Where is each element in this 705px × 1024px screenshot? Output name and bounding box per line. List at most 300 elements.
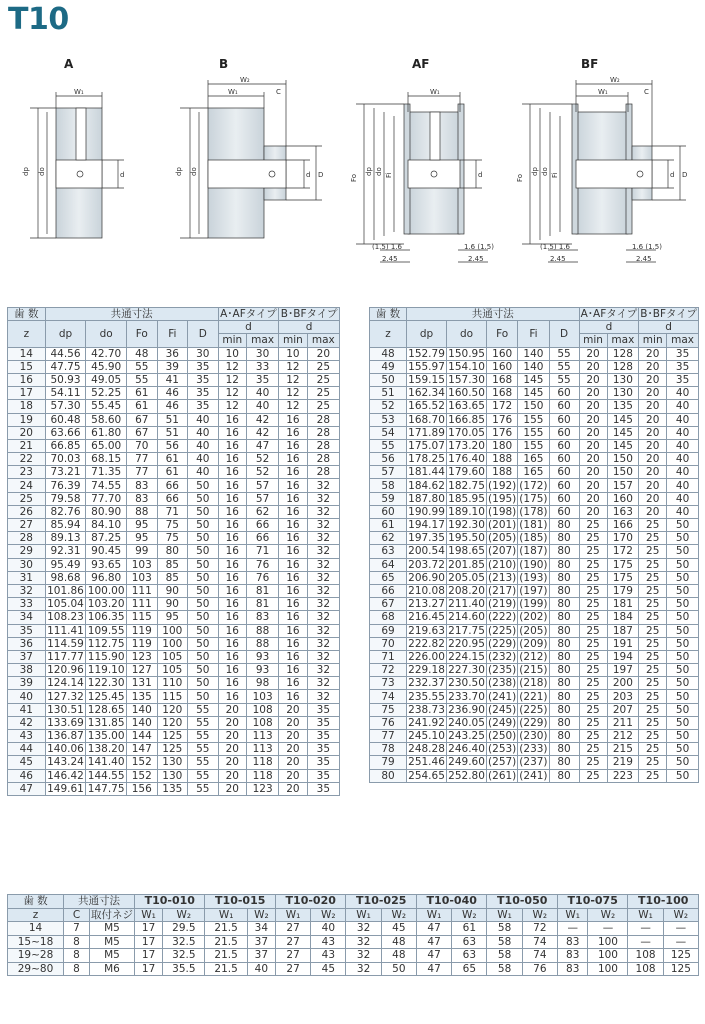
table-cell: 32 — [307, 505, 339, 518]
table-cell: 50 — [188, 479, 219, 492]
dim-w1-bf: W₁ — [598, 88, 608, 96]
table-cell: 55 — [188, 730, 219, 743]
table-row — [8, 584, 340, 597]
table-cell: 200.54 — [408, 545, 445, 558]
table-cell: 80 — [549, 769, 579, 782]
table-cell: 20 — [279, 782, 307, 795]
table-cell: 16 — [279, 637, 307, 650]
table-cell: 20 — [639, 466, 667, 479]
table-cell: 55 — [188, 782, 219, 795]
table-cell: 50 — [667, 611, 699, 624]
table-cell: 235.55 — [408, 690, 445, 703]
table-cell: 47 — [416, 962, 451, 976]
diagram-b — [180, 80, 322, 238]
table-cell: 20 — [579, 360, 607, 373]
table-cell: 16 — [218, 479, 246, 492]
table-row — [370, 413, 699, 426]
diagram-a — [30, 92, 124, 238]
table-cell: 140 — [518, 347, 549, 360]
table-cell: 46 — [157, 400, 188, 413]
teeth-count-cell: 45 — [8, 756, 46, 769]
table-cell: 17 — [135, 949, 163, 963]
dim-d-a: d — [120, 171, 125, 179]
table-cell: 190.99 — [408, 505, 445, 518]
table-cell: 80 — [549, 743, 579, 756]
table-row — [8, 347, 340, 360]
teeth-count-cell: 33 — [8, 598, 46, 611]
header-d-a: d — [579, 321, 639, 334]
table-cell: 114.59 — [47, 637, 84, 650]
table-cell: 217.75 — [448, 624, 485, 637]
table-cell: 150 — [607, 466, 639, 479]
header-w1: W₁ — [416, 908, 451, 922]
table-cell: (212) — [519, 650, 548, 663]
table-cell: 93 — [246, 650, 278, 663]
table-cell: 163.65 — [448, 400, 485, 413]
table-row — [8, 545, 340, 558]
table-cell: 35 — [667, 360, 699, 373]
table-row — [8, 571, 340, 584]
table-cell: 115.90 — [87, 650, 125, 663]
table-row — [370, 703, 699, 716]
table-cell: 227.30 — [448, 664, 485, 677]
table-cell: 197 — [607, 664, 639, 677]
table-row — [8, 426, 340, 439]
table-row — [8, 703, 340, 716]
table-cell: 187.80 — [408, 492, 445, 505]
header-model: T10-100 — [628, 895, 699, 909]
table-cell: 16 — [218, 413, 246, 426]
table-cell: (225) — [519, 703, 548, 716]
table-row — [370, 479, 699, 492]
teeth-count-cell: 79 — [370, 756, 407, 769]
table-cell: 20 — [218, 743, 246, 756]
table-cell: 246.40 — [448, 743, 485, 756]
header-d-a: d — [218, 321, 279, 334]
teeth-count-cell: 52 — [370, 400, 407, 413]
table-cell: 42 — [246, 413, 278, 426]
table-cell: 173.20 — [448, 439, 485, 452]
table-cell: 20 — [579, 347, 607, 360]
table-cell: 28 — [307, 453, 339, 466]
table-row — [370, 664, 699, 677]
table-cell: (230) — [519, 730, 548, 743]
table-cell: 27 — [275, 949, 310, 963]
table-cell: (213) — [488, 571, 517, 584]
table-cell: 16 — [279, 413, 307, 426]
table-cell: 135 — [607, 400, 639, 413]
table-row — [370, 519, 699, 532]
table-cell: 203.72 — [408, 558, 445, 571]
teeth-count-cell: 23 — [8, 466, 46, 479]
table-cell: 89.13 — [45, 532, 86, 545]
teeth-count-cell: 21 — [8, 439, 46, 452]
table-cell: 216.45 — [408, 611, 445, 624]
table-cell: 16 — [218, 545, 246, 558]
table-cell: 90 — [157, 598, 188, 611]
table-cell: 21.5 — [205, 922, 247, 936]
table-cell: 254.65 — [408, 769, 445, 782]
table-cell: 16 — [279, 611, 307, 624]
table-cell: 35 — [307, 769, 339, 782]
table-cell: 79.58 — [45, 492, 86, 505]
table-cell: 32 — [307, 558, 339, 571]
table-cell: 135 — [127, 690, 158, 703]
table-cell: 25 — [639, 598, 667, 611]
table-cell: (233) — [519, 743, 548, 756]
table-cell: 249.60 — [448, 756, 485, 769]
table-cell: — — [588, 922, 628, 936]
table-cell: 60 — [549, 479, 579, 492]
table-cell: 25 — [639, 677, 667, 690]
teeth-count-cell: 73 — [370, 677, 407, 690]
table-cell: (238) — [488, 677, 517, 690]
table-cell: 20 — [579, 505, 607, 518]
table-cell: 55 — [127, 373, 158, 386]
dim-d-b: d — [306, 171, 311, 179]
table-cell: 16 — [279, 466, 307, 479]
table-cell: 20 — [218, 703, 246, 716]
table-cell: 145 — [518, 373, 549, 386]
table-cell: 145 — [607, 439, 639, 452]
table-cell: 159.15 — [408, 374, 445, 387]
table-cell: 101.86 — [47, 585, 84, 598]
teeth-count-cell: 24 — [8, 479, 46, 492]
dim-f2-af: 1.6 (1.5) — [464, 243, 494, 251]
teeth-count-cell: 44 — [8, 743, 46, 756]
table-cell: 50 — [667, 690, 699, 703]
teeth-count-cell: 20 — [8, 426, 46, 439]
table-cell: 180 — [487, 439, 518, 452]
table-cell: 35 — [667, 373, 699, 386]
table-row — [8, 519, 340, 532]
table-cell: 56 — [157, 439, 188, 452]
teeth-count-cell: 61 — [370, 519, 407, 532]
table-cell: 40 — [188, 439, 219, 452]
table-cell: (229) — [519, 716, 548, 729]
table-cell: 35 — [188, 373, 219, 386]
dim-fi-af: Fi — [385, 172, 393, 178]
table-cell: 28 — [307, 439, 339, 452]
table-cell: 172 — [607, 545, 639, 558]
table-row — [8, 466, 340, 479]
table-row — [370, 716, 699, 729]
table-cell: 25 — [579, 743, 607, 756]
teeth-count-cell: 16 — [8, 373, 46, 386]
table-cell: 80 — [549, 716, 579, 729]
table-cell: 25 — [639, 545, 667, 558]
table-cell: M5 — [90, 935, 135, 949]
table-cell: 152 — [127, 756, 158, 769]
header-min-b: min — [279, 334, 307, 347]
teeth-count-cell: 74 — [370, 690, 407, 703]
table-cell: 127.32 — [47, 690, 84, 703]
table-cell: 17 — [135, 935, 163, 949]
table-cell: 111 — [127, 584, 158, 597]
table-cell: 55 — [127, 360, 158, 373]
table-cell: 16 — [218, 690, 246, 703]
table-cell: 35 — [307, 716, 339, 729]
table-cell: 76.39 — [45, 479, 86, 492]
table-cell: 35.5 — [163, 962, 205, 976]
table-cell: 213.27 — [408, 598, 445, 611]
table-row — [370, 624, 699, 637]
table-cell: 63 — [452, 935, 487, 949]
table-cell: 40 — [667, 387, 699, 400]
table-cell: 143.24 — [47, 756, 84, 769]
table-cell: 103 — [127, 558, 158, 571]
table-cell: (218) — [519, 677, 548, 690]
table-cell: 47 — [416, 935, 451, 949]
table-cell: 63.66 — [45, 426, 86, 439]
table-cell: 157 — [607, 479, 639, 492]
table-cell: 74 — [522, 935, 557, 949]
dim-D-bf: D — [682, 171, 688, 179]
table-row — [8, 598, 340, 611]
table-cell: 83 — [557, 962, 588, 976]
table-cell: 60 — [549, 453, 579, 466]
table-cell: 16 — [218, 571, 246, 584]
table-cell: 32 — [307, 519, 339, 532]
table-cell: 25 — [307, 360, 339, 373]
table-cell: 95.49 — [45, 558, 86, 571]
table-cell: 100 — [157, 624, 188, 637]
table-cell: 12 — [218, 387, 246, 400]
table-cell: 20 — [579, 479, 607, 492]
page-title: T10 — [8, 2, 69, 37]
table-cell: 40 — [246, 400, 278, 413]
diagram-label-a: A — [64, 57, 74, 71]
table-1-body — [8, 347, 340, 795]
table-cell: 25 — [639, 756, 667, 769]
table-cell: 16 — [218, 492, 246, 505]
table-cell: 112.75 — [87, 637, 125, 650]
table-cell: 20 — [579, 426, 607, 439]
header-w2: W₂ — [247, 908, 275, 922]
table-cell: 50 — [667, 769, 699, 782]
table-row — [8, 439, 340, 452]
table-cell: 88 — [127, 505, 158, 518]
teeth-count-cell: 19 — [8, 413, 46, 426]
table-cell: 125 — [157, 730, 188, 743]
table-cell: 168.70 — [408, 413, 445, 426]
table-cell: 125 — [663, 962, 698, 976]
table-cell: 45 — [311, 962, 346, 976]
table-cell: 80 — [549, 703, 579, 716]
dimension-table-1 — [7, 307, 340, 796]
table-cell: 212 — [607, 730, 639, 743]
table-cell: (210) — [488, 558, 517, 571]
table-cell: 155 — [518, 413, 549, 426]
table-cell: 20 — [218, 782, 246, 795]
table-row — [8, 650, 340, 663]
table-cell: 82.76 — [45, 505, 86, 518]
header-z: z — [8, 321, 46, 347]
table-cell: 20 — [218, 716, 246, 729]
table-cell: (195) — [488, 492, 517, 505]
table-cell: 8 — [64, 962, 90, 976]
table-cell: (185) — [519, 532, 548, 545]
table-cell: 58.60 — [86, 413, 127, 426]
table-cell: 25 — [579, 558, 607, 571]
table-cell: 248.28 — [408, 743, 445, 756]
table-cell: 90.45 — [86, 545, 127, 558]
table-cell: 30 — [246, 347, 278, 360]
table-cell: 192.30 — [448, 519, 485, 532]
table-cell: 118 — [246, 756, 278, 769]
table-cell: 25 — [639, 743, 667, 756]
header-w2: W₂ — [588, 908, 628, 922]
table-cell: 20 — [639, 360, 667, 373]
table-cell: (219) — [488, 598, 517, 611]
table-cell: 188 — [487, 466, 518, 479]
teeth-count-cell: 70 — [370, 637, 407, 650]
header-D: D — [549, 321, 579, 347]
table-cell: 32 — [307, 637, 339, 650]
table-cell: 50 — [188, 584, 219, 597]
table-cell: 25 — [639, 532, 667, 545]
table-cell: 105 — [157, 650, 188, 663]
table-cell: 25 — [639, 769, 667, 782]
table-cell: 100 — [157, 637, 188, 650]
table-cell: 128 — [607, 360, 639, 373]
table-cell: 200 — [607, 677, 639, 690]
teeth-count-cell: 35 — [8, 624, 46, 637]
table-cell: 176.40 — [448, 453, 485, 466]
table-cell: 100.00 — [87, 585, 125, 598]
table-row — [370, 360, 699, 373]
table-cell: 52.25 — [86, 387, 127, 400]
table-row — [8, 558, 340, 571]
table-cell: 100 — [588, 962, 628, 976]
table-cell: 95 — [157, 611, 188, 624]
table-cell: 55 — [188, 703, 219, 716]
table-cell: 75 — [157, 532, 188, 545]
table-cell: 16 — [218, 453, 246, 466]
table-cell: 83 — [127, 492, 158, 505]
table-cell: 65 — [452, 962, 487, 976]
header-type-b: B･BFタイプ — [640, 308, 697, 321]
table-cell: 35 — [188, 400, 219, 413]
table-cell: 128 — [607, 347, 639, 360]
table-cell: 55 — [188, 756, 219, 769]
table-cell: (172) — [519, 479, 548, 492]
table-cell: 48 — [381, 949, 416, 963]
table-cell: (235) — [488, 664, 517, 677]
dim-w1-a: W₁ — [74, 88, 84, 96]
teeth-count-cell: 42 — [8, 716, 46, 729]
table-cell: 20 — [307, 347, 339, 360]
table-cell: 125 — [157, 743, 188, 756]
dim-fo-af: Fo — [350, 173, 358, 182]
header-common: 共通寸法 — [64, 895, 135, 909]
table-cell: 77 — [127, 466, 158, 479]
teeth-count-cell: 54 — [370, 426, 407, 439]
header-model: T10-015 — [205, 895, 275, 909]
table-cell: 160 — [607, 492, 639, 505]
table-row — [8, 935, 699, 949]
table-cell: 60 — [549, 400, 579, 413]
dim-do-b: do — [190, 167, 198, 176]
table-cell: 144.55 — [87, 769, 125, 782]
table-cell: 175 — [607, 571, 639, 584]
table-cell: 83 — [127, 479, 158, 492]
teeth-count-cell: 59 — [370, 492, 407, 505]
table-cell: 61.80 — [86, 426, 127, 439]
table-cell: 80 — [549, 584, 579, 597]
table-cell: 20 — [218, 769, 246, 782]
table-cell: 211.40 — [448, 598, 485, 611]
table-cell: 61 — [127, 400, 158, 413]
table-cell: (205) — [519, 624, 548, 637]
table-cell: 50 — [188, 545, 219, 558]
table-cell: 80 — [549, 650, 579, 663]
table-cell: 50 — [667, 743, 699, 756]
table-cell: 20 — [639, 400, 667, 413]
table-cell: 70 — [127, 439, 158, 452]
table-cell: M5 — [90, 949, 135, 963]
table-cell: 20 — [279, 703, 307, 716]
table-cell: 50 — [188, 650, 219, 663]
table-cell: 16 — [218, 624, 246, 637]
header-type-b: B･BFタイプ — [279, 308, 340, 321]
table-cell: 100 — [588, 949, 628, 963]
table-cell: 179 — [607, 584, 639, 597]
table-cell: 182.75 — [448, 479, 485, 492]
width-table — [7, 894, 699, 976]
table-cell: 80 — [157, 545, 188, 558]
table-cell: 16 — [218, 611, 246, 624]
table-cell: 215 — [607, 743, 639, 756]
teeth-count-cell: 68 — [370, 611, 407, 624]
table-cell: 16 — [279, 519, 307, 532]
table-cell: 32 — [307, 677, 339, 690]
table-cell: 176 — [487, 413, 518, 426]
table-cell: (192) — [488, 479, 517, 492]
table-cell: — — [628, 922, 663, 936]
table-cell: 32 — [307, 479, 339, 492]
table-cell: 214.60 — [448, 611, 485, 624]
table-cell: 21.5 — [205, 962, 247, 976]
dim-w1-b: W₁ — [228, 88, 238, 96]
table-cell: (241) — [519, 769, 548, 782]
table-row — [370, 571, 699, 584]
table-row — [8, 479, 340, 492]
dim-dp-af: dp — [365, 167, 373, 176]
table-cell: 40 — [667, 492, 699, 505]
table-row — [8, 730, 340, 743]
teeth-count-cell: 76 — [370, 716, 407, 729]
table-cell: 125.45 — [87, 690, 125, 703]
teeth-count-cell: 40 — [8, 690, 46, 703]
table-cell: 25 — [579, 545, 607, 558]
header-min-a: min — [218, 334, 246, 347]
dim-do-a: do — [38, 167, 46, 176]
dim-f3-af: 2.45 — [382, 255, 398, 263]
table-cell: 45 — [381, 922, 416, 936]
table-cell: 181 — [607, 598, 639, 611]
table-cell: 47 — [416, 949, 451, 963]
header-dp: dp — [407, 321, 447, 347]
table-cell: 16 — [218, 466, 246, 479]
table-cell: 165.52 — [408, 400, 445, 413]
header-w1: W₁ — [135, 908, 163, 922]
dim-fo-bf: Fo — [516, 173, 524, 182]
table-cell: 37 — [247, 949, 275, 963]
header-model: T10-050 — [487, 895, 558, 909]
table-cell: 93.65 — [86, 558, 127, 571]
table-cell: 236.90 — [448, 703, 485, 716]
